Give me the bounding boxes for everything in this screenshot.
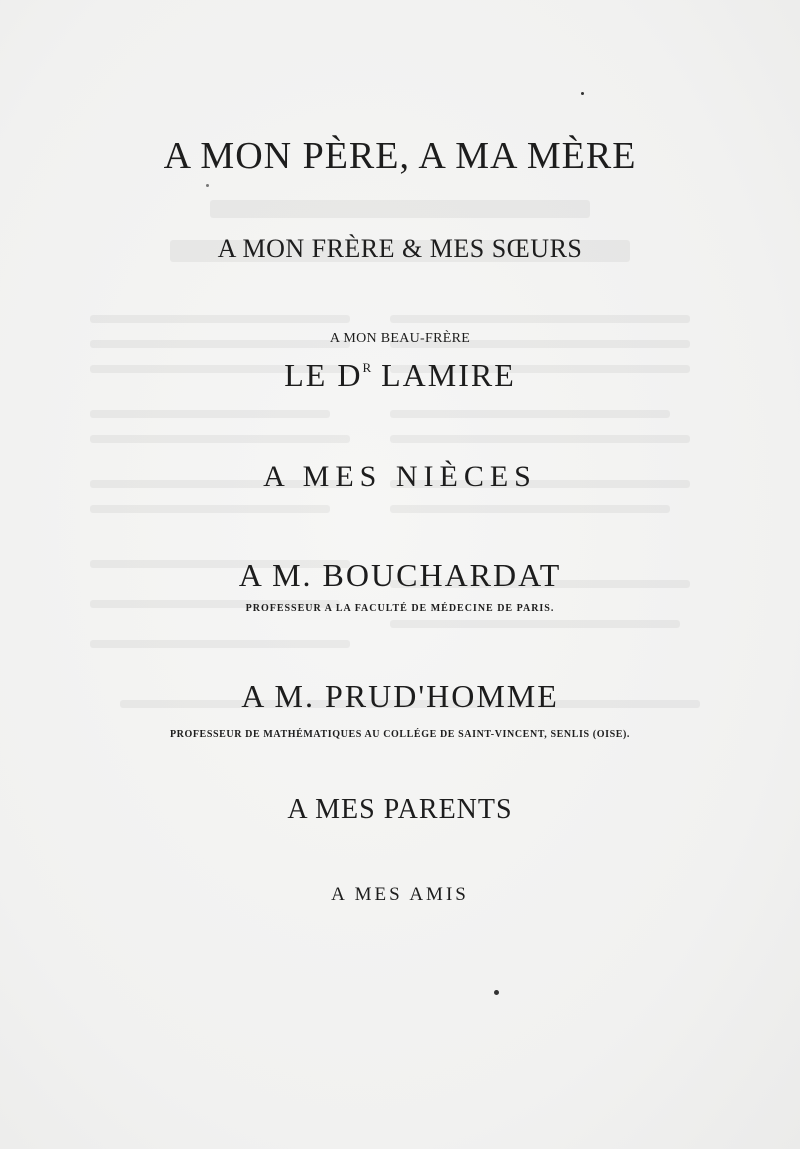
dedication-prudhomme xyxy=(0,678,800,715)
dr-lamire-surname: LAMIRE xyxy=(371,357,516,393)
nieces-text: A MES NIÈCES xyxy=(263,460,537,493)
bouchardat-caption-text: PROFESSEUR A LA FACULTÉ DE MÉDECINE DE PARIS. xyxy=(245,603,555,614)
prudhomme-text: A M. PRUD'HOMME xyxy=(241,678,559,714)
ink-speck xyxy=(581,92,584,95)
prudhomme-caption-text: PROFESSEUR DE MATHÉMATIQUES AU COLLÉGE DE SAINT-VINCENT, SENLIS (OISE). xyxy=(169,729,631,740)
dedication-siblings xyxy=(0,234,800,264)
dedication-siblings-text: A MON FRÈRE & MES SŒURS xyxy=(217,234,583,263)
dedication-bouchardat xyxy=(0,557,800,594)
dedication-brother-in-law-label xyxy=(0,329,800,347)
dedication-relatives xyxy=(0,794,800,826)
relatives-text: A MES PARENTS xyxy=(287,794,513,825)
dr-lamire-text xyxy=(284,357,516,393)
bouchardat-text: A M. BOUCHARDAT xyxy=(238,557,562,593)
bouchardat-caption xyxy=(0,598,800,616)
prudhomme-caption xyxy=(0,724,800,742)
ink-speck xyxy=(206,184,209,187)
ink-speck xyxy=(494,990,499,995)
dedication-parents xyxy=(0,134,800,178)
dr-superscript: R xyxy=(362,360,372,375)
dedication-dr-lamire xyxy=(0,357,800,394)
dedication-nieces xyxy=(0,460,800,494)
dedication-parents-text: A MON PÈRE, A MA MÈRE xyxy=(163,135,637,177)
friends-text: A MES AMIS xyxy=(331,884,469,905)
brother-in-law-label-text: A MON BEAU-FRÈRE xyxy=(329,331,471,346)
dedication-friends xyxy=(0,884,800,906)
dr-lamire-prefix: LE D xyxy=(284,357,363,393)
